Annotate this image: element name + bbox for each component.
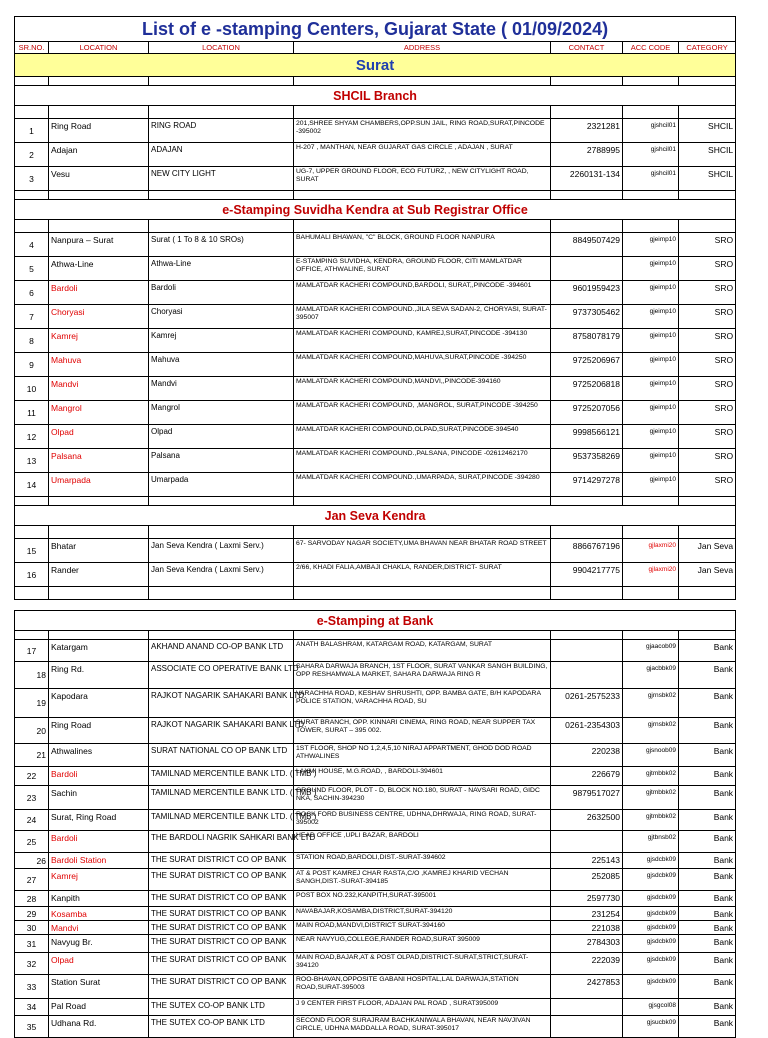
location-name-cell: THE SURAT DISTRICT CO OP BANK — [149, 907, 294, 921]
location-cell: Station Surat — [49, 975, 149, 999]
header-location-2: LOCATION — [149, 42, 294, 54]
location-name-cell: THE SURAT DISTRICT CO OP BANK — [149, 869, 294, 891]
sr-no-cell: 21 — [15, 744, 49, 767]
acc-code-cell: gjsdcbk09 — [623, 935, 679, 953]
contact-cell: 2784303 — [551, 935, 623, 953]
contact-cell: 0261-2354303 — [551, 718, 623, 744]
contact-cell: 222039 — [551, 953, 623, 975]
address-cell: VARACHHA ROAD, KESHAV SHRUSHTI, OPP. BAMBA GATE, B/H KAPODARA POLICE STATION, VARACHHA ROAD, SU — [294, 689, 551, 718]
category-cell: Bank — [679, 853, 736, 869]
location-name-cell: THE SURAT DISTRICT CO OP BANK — [149, 975, 294, 999]
category-cell: Bank — [679, 921, 736, 935]
table-row — [15, 831, 736, 853]
address-cell: MAIN ROAD,BAJAR,AT & POST OLPAD,DISTRICT-SURAT,STRICT,SURAT-394120 — [294, 953, 551, 975]
acc-code-cell: gjeimp10 — [623, 377, 679, 401]
category-cell: SRO — [679, 401, 736, 425]
location-name-cell: RING ROAD — [149, 119, 294, 143]
contact-cell: 9725206818 — [551, 377, 623, 401]
address-cell: H-207 , MANTHAN, NEAR GUJARAT GAS CIRCLE , ADAJAN , SURAT — [294, 143, 551, 167]
location-name-cell: TAMILNAD MERCENTILE BANK LTD. ( TMB ) — [149, 810, 294, 831]
table-row — [15, 119, 736, 143]
sr-no-cell: 22 — [15, 767, 49, 786]
table-row — [15, 425, 736, 449]
acc-code-cell: gjtmbbk02 — [623, 767, 679, 786]
centers-table-main — [14, 16, 736, 600]
table-row — [15, 353, 736, 377]
section-heading-janseva: Jan Seva Kendra — [15, 506, 736, 526]
city-heading: Surat — [15, 54, 736, 77]
table-row — [15, 449, 736, 473]
table-row — [15, 305, 736, 329]
address-cell: MAMLATDAR KACHERI COMPOUND.,PALSANA, PINCODE -02612462170 — [294, 449, 551, 473]
address-cell: BAHUMALI BHAWAN, "C" BLOCK, GROUND FLOOR NANPURA — [294, 233, 551, 257]
contact-cell — [551, 257, 623, 281]
acc-code-cell: gjshcil01 — [623, 143, 679, 167]
address-cell: 2/66, KHADI FALIA,AMBAJI CHAKLA, RANDER,DISTRICT- SURAT — [294, 563, 551, 587]
acc-code-cell: gjlaxmi20 — [623, 539, 679, 563]
location-cell: Mandvi — [49, 921, 149, 935]
sr-no-cell: 4 — [15, 233, 49, 257]
table-row — [15, 257, 736, 281]
category-cell: SRO — [679, 281, 736, 305]
sr-no-cell: 17 — [15, 640, 49, 662]
location-cell: Adajan — [49, 143, 149, 167]
location-name-cell: RAJKOT NAGARIK SAHAKARI BANK LTD. — [149, 718, 294, 744]
acc-code-cell: gjsdcbk09 — [623, 953, 679, 975]
sr-no-cell: 15 — [15, 539, 49, 563]
category-cell: SRO — [679, 473, 736, 497]
location-name-cell: TAMILNAD MERCENTILE BANK LTD. ( TMB ) — [149, 767, 294, 786]
contact-cell: 221038 — [551, 921, 623, 935]
address-cell: MAMLATDAR KACHERI COMPOUND, ,MANGROL, SURAT,PINCODE -394250 — [294, 401, 551, 425]
location-cell: Sachin — [49, 786, 149, 810]
table-row — [15, 810, 736, 831]
acc-code-cell: gjacbbk09 — [623, 662, 679, 689]
address-cell: LAXMI HOUSE, M.G.ROAD, , BARDOLI-394601 — [294, 767, 551, 786]
location-cell: Bardoli — [49, 831, 149, 853]
category-cell: Bank — [679, 640, 736, 662]
address-cell: NAVABAJAR,KOSAMBA,DISTRICT,SURAT-394120 — [294, 907, 551, 921]
sr-no-cell: 2 — [15, 143, 49, 167]
table-row — [15, 377, 736, 401]
table-row — [15, 1016, 736, 1038]
location-name-cell: Olpad — [149, 425, 294, 449]
address-cell: STATION ROAD,BARDOLI,DIST.-SURAT-394602 — [294, 853, 551, 869]
location-cell: Bhatar — [49, 539, 149, 563]
location-name-cell: Surat ( 1 To 8 & 10 SROs) — [149, 233, 294, 257]
table-row — [15, 662, 736, 689]
category-cell: Bank — [679, 935, 736, 953]
address-cell: MAMLATDAR KACHERI COMPOUND,BARDOLI, SURAT,,PINCODE -394601 — [294, 281, 551, 305]
sr-no-cell: 24 — [15, 810, 49, 831]
acc-code-cell: gjeimp10 — [623, 305, 679, 329]
table-row — [15, 999, 736, 1016]
location-name-cell: THE SUTEX CO-OP BANK LTD — [149, 999, 294, 1016]
sr-no-cell: 32 — [15, 953, 49, 975]
category-cell: SRO — [679, 233, 736, 257]
address-cell: MAMLATDAR KACHERI COMPOUND,MANDVI,,PINCODE-394160 — [294, 377, 551, 401]
sr-no-cell: 31 — [15, 935, 49, 953]
contact-cell: 225143 — [551, 853, 623, 869]
location-name-cell: ASSOCIATE CO OPERATIVE BANK LTD — [149, 662, 294, 689]
page-title: List of e -stamping Centers, Gujarat State ( 01/09/2024) — [15, 17, 736, 42]
acc-code-cell: gjeimp10 — [623, 329, 679, 353]
contact-cell: 226679 — [551, 767, 623, 786]
location-name-cell: THE SURAT DISTRICT CO OP BANK — [149, 935, 294, 953]
category-cell: Bank — [679, 907, 736, 921]
location-cell: Kamrej — [49, 869, 149, 891]
category-cell: Bank — [679, 689, 736, 718]
location-cell: Bardoli — [49, 281, 149, 305]
category-cell: Jan Seva — [679, 563, 736, 587]
contact-cell — [551, 999, 623, 1016]
sr-no-cell: 14 — [15, 473, 49, 497]
table-row — [15, 233, 736, 257]
sr-no-cell: 7 — [15, 305, 49, 329]
category-cell: Bank — [679, 953, 736, 975]
location-name-cell: Umarpada — [149, 473, 294, 497]
acc-code-cell: gjshcil01 — [623, 119, 679, 143]
location-name-cell: Mangrol — [149, 401, 294, 425]
sr-no-cell: 35 — [15, 1016, 49, 1038]
location-name-cell: Palsana — [149, 449, 294, 473]
acc-code-cell: gjlaxmi20 — [623, 563, 679, 587]
location-name-cell: ADAJAN — [149, 143, 294, 167]
sr-no-cell: 29 — [15, 907, 49, 921]
acc-code-cell: gjeimp10 — [623, 449, 679, 473]
location-name-cell: Bardoli — [149, 281, 294, 305]
table-row — [15, 281, 736, 305]
contact-cell: 9601959423 — [551, 281, 623, 305]
category-cell: Bank — [679, 767, 736, 786]
contact-cell: 8849507429 — [551, 233, 623, 257]
table-row — [15, 953, 736, 975]
table-row — [15, 143, 736, 167]
contact-cell: 220238 — [551, 744, 623, 767]
category-cell: Bank — [679, 999, 736, 1016]
location-cell: Bardoli — [49, 767, 149, 786]
address-cell: ROCK FORD BUSINESS CENTRE, UDHNA,DHRWAJA, RING ROAD, SURAT-395002 — [294, 810, 551, 831]
acc-code-cell: gjsucbk09 — [623, 1016, 679, 1038]
category-cell: Bank — [679, 831, 736, 853]
header-acc-code: ACC CODE — [623, 42, 679, 54]
table-row — [15, 921, 736, 935]
contact-cell: 9537358269 — [551, 449, 623, 473]
contact-cell: 2632500 — [551, 810, 623, 831]
sr-no-cell: 13 — [15, 449, 49, 473]
table-row — [15, 689, 736, 718]
address-cell: 201,SHREE SHYAM CHAMBERS,OPP.SUN JAIL, RING ROAD,SURAT,PINCODE -395002 — [294, 119, 551, 143]
location-cell: Mandvi — [49, 377, 149, 401]
category-cell: SRO — [679, 329, 736, 353]
category-cell: Bank — [679, 744, 736, 767]
sr-no-cell: 27 — [15, 869, 49, 891]
address-cell: NEAR NAVYUG,COLLEGE,RANDER ROAD,SURAT 395009 — [294, 935, 551, 953]
centers-table-bank — [14, 610, 736, 1038]
category-cell: SHCIL — [679, 167, 736, 191]
contact-cell: 252085 — [551, 869, 623, 891]
category-cell: SHCIL — [679, 143, 736, 167]
category-cell: Bank — [679, 662, 736, 689]
location-name-cell: THE SURAT DISTRICT CO OP BANK — [149, 921, 294, 935]
section-heading-bank: e-Stamping at Bank — [15, 611, 736, 631]
address-cell: GROUND FLOOR, PLOT - D, BLOCK NO.180, SURAT - NAVSARI ROAD, GIDC NKA, SACHIN-394230 — [294, 786, 551, 810]
acc-code-cell: gjeimp10 — [623, 425, 679, 449]
contact-cell: 9725206967 — [551, 353, 623, 377]
category-cell: Bank — [679, 810, 736, 831]
section-heading-shcil: SHCIL Branch — [15, 86, 736, 106]
location-cell: Kosamba — [49, 907, 149, 921]
acc-code-cell: gjeimp10 — [623, 473, 679, 497]
contact-cell: 2788995 — [551, 143, 623, 167]
acc-code-cell: gjsgcol08 — [623, 999, 679, 1016]
acc-code-cell: gjsdcbk09 — [623, 921, 679, 935]
location-name-cell: Kamrej — [149, 329, 294, 353]
sr-no-cell: 8 — [15, 329, 49, 353]
acc-code-cell: gjaacob09 — [623, 640, 679, 662]
category-cell: SRO — [679, 449, 736, 473]
category-cell: Bank — [679, 869, 736, 891]
address-cell: MAMLATDAR KACHERI COMPOUND,MAHUVA,SURAT,PINCODE -394250 — [294, 353, 551, 377]
contact-cell: 2260131-134 — [551, 167, 623, 191]
table-row — [15, 329, 736, 353]
location-cell: Umarpada — [49, 473, 149, 497]
address-cell: J 9 CENTER FIRST FLOOR, ADAJAN PAL ROAD , SURAT395009 — [294, 999, 551, 1016]
header-srno: SR.NO. — [15, 42, 49, 54]
location-cell: Olpad — [49, 953, 149, 975]
acc-code-cell: gjsdcbk09 — [623, 907, 679, 921]
sr-no-cell: 19 — [15, 689, 49, 718]
location-cell: Ring Road — [49, 718, 149, 744]
sr-no-cell: 11 — [15, 401, 49, 425]
contact-cell: 9737305462 — [551, 305, 623, 329]
address-cell: SAHARA DARWAJA BRANCH, 1ST FLOOR, SURAT VANKAR SANGH BUILDING, OPP RESHAMWALA MARKET, SAHARA DARWAJA RING R — [294, 662, 551, 689]
table-row — [15, 891, 736, 907]
location-name-cell: NEW CITY LIGHT — [149, 167, 294, 191]
sr-no-cell: 16 — [15, 563, 49, 587]
category-cell: Bank — [679, 786, 736, 810]
acc-code-cell: gjsdcbk09 — [623, 975, 679, 999]
contact-cell: 0261-2575233 — [551, 689, 623, 718]
address-cell: UG-7, UPPER GROUND FLOOR, ECO FUTURZ, , NEW CITYLIGHT ROAD, SURAT — [294, 167, 551, 191]
table-row — [15, 539, 736, 563]
location-name-cell: Jan Seva Kendra ( Laxmi Serv.) — [149, 563, 294, 587]
location-name-cell: THE SURAT DISTRICT CO OP BANK — [149, 891, 294, 907]
location-name-cell: Mandvi — [149, 377, 294, 401]
acc-code-cell: gjsdcbk09 — [623, 869, 679, 891]
contact-cell — [551, 662, 623, 689]
location-cell: Katargam — [49, 640, 149, 662]
location-cell: Olpad — [49, 425, 149, 449]
location-cell: Navyug Br. — [49, 935, 149, 953]
address-cell: MAMLATDAR KACHERI COMPOUND.,UMARPADA, SURAT,PINCODE -394280 — [294, 473, 551, 497]
location-cell: Palsana — [49, 449, 149, 473]
acc-code-cell: gjeimp10 — [623, 401, 679, 425]
table-row — [15, 975, 736, 999]
sr-no-cell: 3 — [15, 167, 49, 191]
table-row — [15, 869, 736, 891]
sr-no-cell: 5 — [15, 257, 49, 281]
address-cell: E-STAMPING SUVIDHA, KENDRA, GROUND FLOOR, CITI MAMLATDAR OFFICE, ATHWALINE, SURAT — [294, 257, 551, 281]
category-cell: SRO — [679, 425, 736, 449]
table-row — [15, 401, 736, 425]
acc-code-cell: gjeimp10 — [623, 233, 679, 257]
acc-code-cell: gjsnoob09 — [623, 744, 679, 767]
location-name-cell: THE SUTEX CO-OP BANK LTD — [149, 1016, 294, 1038]
contact-cell: 8866767196 — [551, 539, 623, 563]
header-category: CATEGORY — [679, 42, 736, 54]
contact-cell: 8758078179 — [551, 329, 623, 353]
table-row — [15, 473, 736, 497]
category-cell: SHCIL — [679, 119, 736, 143]
location-name-cell: RAJKOT NAGARIK SAHAKARI BANK LTD. — [149, 689, 294, 718]
sr-no-cell: 23 — [15, 786, 49, 810]
acc-code-cell: gjeimp10 — [623, 353, 679, 377]
address-cell: MAIN ROAD,MANDVI,DISTRICT SURAT-394160 — [294, 921, 551, 935]
contact-cell: 231254 — [551, 907, 623, 921]
acc-code-cell: gjeimp10 — [623, 281, 679, 305]
acc-code-cell: gjeimp10 — [623, 257, 679, 281]
location-cell: Choryasi — [49, 305, 149, 329]
location-cell: Pal Road — [49, 999, 149, 1016]
sr-no-cell: 12 — [15, 425, 49, 449]
location-cell: Mahuva — [49, 353, 149, 377]
sr-no-cell: 20 — [15, 718, 49, 744]
sr-no-cell: 26 — [15, 853, 49, 869]
sr-no-cell: 30 — [15, 921, 49, 935]
location-name-cell: Choryasi — [149, 305, 294, 329]
contact-cell — [551, 1016, 623, 1038]
acc-code-cell: gjrnsbk02 — [623, 718, 679, 744]
location-cell: Mangrol — [49, 401, 149, 425]
sr-no-cell: 9 — [15, 353, 49, 377]
address-cell: MAMLATDAR KACHERI COMPOUND, KAMREJ,SURAT,PINCODE -394130 — [294, 329, 551, 353]
location-name-cell: SURAT NATIONAL CO OP BANK LTD — [149, 744, 294, 767]
category-cell: Bank — [679, 718, 736, 744]
sr-no-cell: 25 — [15, 831, 49, 853]
address-cell: 1ST FLOOR, SHOP NO 1,2,4,5,10 NIRAJ APPARTMENT, GHOD DOD ROAD ATHWALINES — [294, 744, 551, 767]
table-row — [15, 718, 736, 744]
sr-no-cell: 34 — [15, 999, 49, 1016]
table-row — [15, 935, 736, 953]
category-cell: Bank — [679, 891, 736, 907]
table-row — [15, 744, 736, 767]
acc-code-cell: gjtbnsb02 — [623, 831, 679, 853]
contact-cell: 9725207056 — [551, 401, 623, 425]
contact-cell: 2427853 — [551, 975, 623, 999]
location-cell: Kapodara — [49, 689, 149, 718]
table-row — [15, 767, 736, 786]
contact-cell: 9714297278 — [551, 473, 623, 497]
address-cell: ANATH BALASHRAM, KATARGAM ROAD, KATARGAM, SURAT — [294, 640, 551, 662]
section-heading-suvidha: e-Stamping Suvidha Kendra at Sub Registrar Office — [15, 200, 736, 220]
location-name-cell: AKHAND ANAND CO-OP BANK LTD — [149, 640, 294, 662]
acc-code-cell: gjsdcbk09 — [623, 891, 679, 907]
acc-code-cell: gjrnsbk02 — [623, 689, 679, 718]
category-cell: SRO — [679, 353, 736, 377]
address-cell: HEAD OFFICE ,UPLI BAZAR, BARDOLI — [294, 831, 551, 853]
header-location: LOCATION — [49, 42, 149, 54]
category-cell: SRO — [679, 305, 736, 329]
acc-code-cell: gjtmbbk02 — [623, 810, 679, 831]
contact-cell — [551, 831, 623, 853]
table-row — [15, 786, 736, 810]
category-cell: Jan Seva — [679, 539, 736, 563]
address-cell: AT & POST KAMREJ CHAR RASTA,C/O ,KAMREJ KHARID VECHAN SANGH,DIST.-SURAT-394185 — [294, 869, 551, 891]
contact-cell: 2321281 — [551, 119, 623, 143]
address-cell: 67- SARVODAY NAGAR SOCIETY,UMA BHAVAN NEAR BHATAR ROAD STREET — [294, 539, 551, 563]
table-row — [15, 640, 736, 662]
table-row — [15, 907, 736, 921]
address-cell: MAMLATDAR KACHERI COMPOUND.,JILA SEVA SADAN-2, CHORYASI, SURAT-395007 — [294, 305, 551, 329]
address-cell: MAMLATDAR KACHERI COMPOUND,OLPAD,SURAT,PINCODE-394540 — [294, 425, 551, 449]
location-cell: Nanpura – Surat — [49, 233, 149, 257]
location-cell: Vesu — [49, 167, 149, 191]
location-cell: Ring Rd. — [49, 662, 149, 689]
location-name-cell: Mahuva — [149, 353, 294, 377]
header-row — [15, 42, 736, 54]
contact-cell — [551, 640, 623, 662]
location-name-cell: Athwa-Line — [149, 257, 294, 281]
location-name-cell: THE SURAT DISTRICT CO OP BANK — [149, 953, 294, 975]
location-cell: Surat, Ring Road — [49, 810, 149, 831]
table-row — [15, 853, 736, 869]
contact-cell: 2597730 — [551, 891, 623, 907]
sr-no-cell: 1 — [15, 119, 49, 143]
address-cell: SECOND FLOOR SURAJRAM BACHKANIWALA BHAVAN, NEAR NAVJIVAN CIRCLE, UDHNA MADDALLA ROAD, SURAT-395017 — [294, 1016, 551, 1038]
location-name-cell: THE SURAT DISTRICT CO OP BANK — [149, 853, 294, 869]
location-cell: Athwa-Line — [49, 257, 149, 281]
table-row — [15, 563, 736, 587]
category-cell: Bank — [679, 1016, 736, 1038]
address-cell: POST BOX NO.232,KANPITH,SURAT-395001 — [294, 891, 551, 907]
location-cell: Athwalines — [49, 744, 149, 767]
location-cell: Bardoli Station — [49, 853, 149, 869]
contact-cell: 9998566121 — [551, 425, 623, 449]
sr-no-cell: 18 — [15, 662, 49, 689]
location-cell: Udhana Rd. — [49, 1016, 149, 1038]
location-name-cell: THE BARDOLI NAGRIK SAHKARI BANK LTD — [149, 831, 294, 853]
table-row — [15, 167, 736, 191]
contact-cell: 9904217775 — [551, 563, 623, 587]
address-cell: SURAT BRANCH, OPP. KINNARI CINEMA, RING ROAD, NEAR SUPPER TAX TOWER, SURAT – 395 002. — [294, 718, 551, 744]
location-cell: Ring Road — [49, 119, 149, 143]
location-name-cell: Jan Seva Kendra ( Laxmi Serv.) — [149, 539, 294, 563]
contact-cell: 9879517027 — [551, 786, 623, 810]
sr-no-cell: 6 — [15, 281, 49, 305]
acc-code-cell: gjtmbbk02 — [623, 786, 679, 810]
acc-code-cell: gjshcil01 — [623, 167, 679, 191]
location-cell: Kamrej — [49, 329, 149, 353]
location-name-cell: TAMILNAD MERCENTILE BANK LTD. ( TMB ) — [149, 786, 294, 810]
header-contact: CONTACT — [551, 42, 623, 54]
acc-code-cell: gjsdcbk09 — [623, 853, 679, 869]
sr-no-cell: 10 — [15, 377, 49, 401]
header-address: ADDRESS — [294, 42, 551, 54]
category-cell: Bank — [679, 975, 736, 999]
category-cell: SRO — [679, 257, 736, 281]
sr-no-cell: 33 — [15, 975, 49, 999]
location-cell: Kanpith — [49, 891, 149, 907]
location-cell: Rander — [49, 563, 149, 587]
sr-no-cell: 28 — [15, 891, 49, 907]
address-cell: ROO-BHAVAN,OPPOSITE GABANI HOSPITAL,LAL DARWAJA,STATION ROAD,SURAT-395003 — [294, 975, 551, 999]
category-cell: SRO — [679, 377, 736, 401]
